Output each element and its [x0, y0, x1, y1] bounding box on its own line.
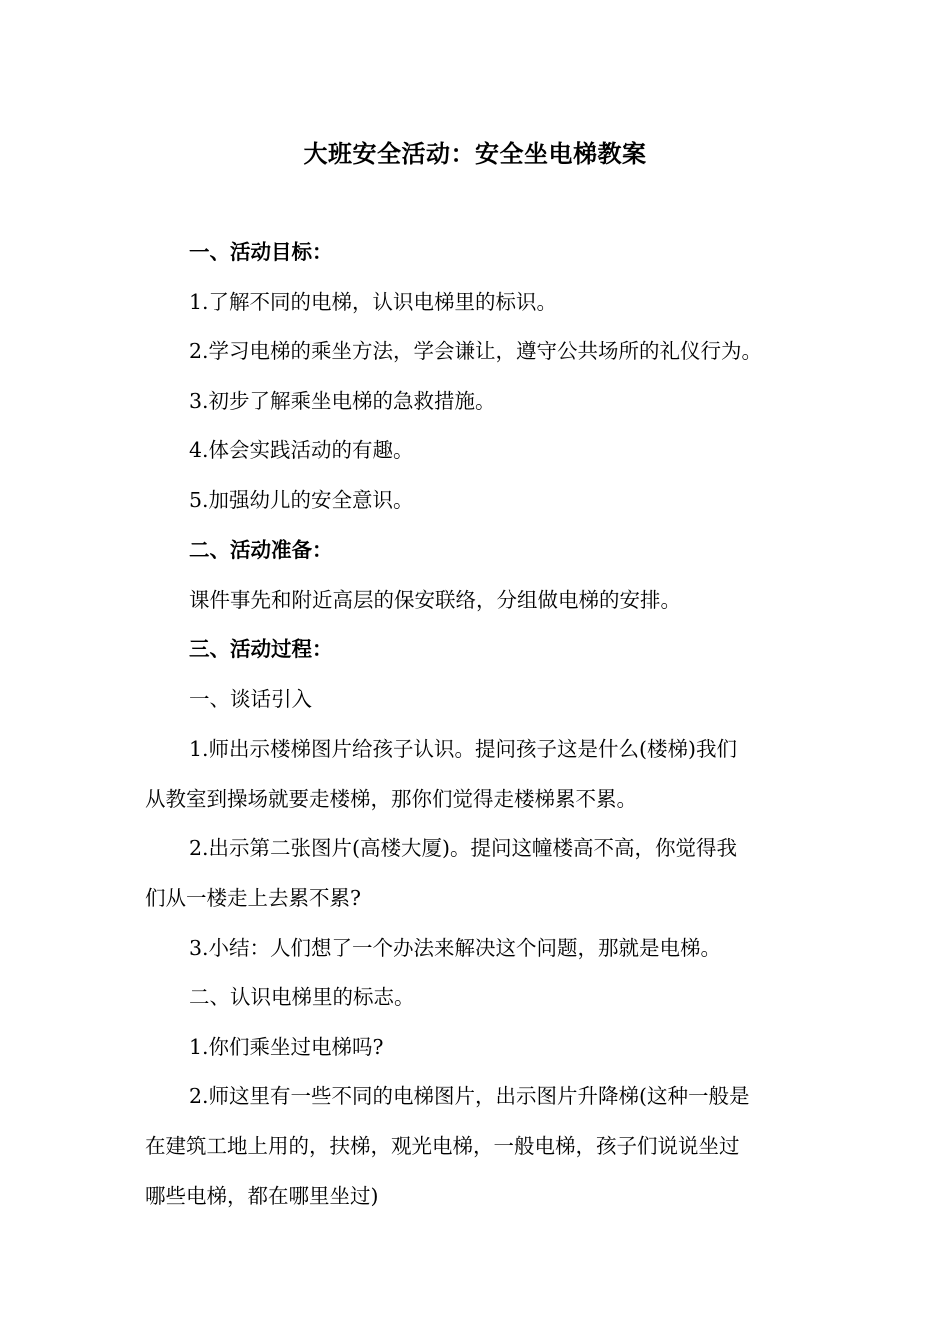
objective-item-2: 2.学习电梯的乘坐方法，学会谦让，遵守公共场所的礼仪行为。 [189, 339, 763, 363]
objective-item-5: 5.加强幼儿的安全意识。 [189, 488, 414, 512]
section-heading-preparation: 二、活动准备： [189, 538, 333, 562]
objective-item-1: 1.了解不同的电梯，认识电梯里的标识。 [189, 290, 558, 314]
paragraph-line: 2.师这里有一些不同的电梯图片，出示图片升降梯(这种一般是 [189, 1084, 750, 1108]
paragraph-line: 从教室到操场就要走楼梯，那你们觉得走楼梯累不累。 [145, 787, 637, 811]
document-title: 大班安全活动：安全坐电梯教案 [303, 140, 647, 168]
paragraph-line: 1.你们乘坐过电梯吗? [189, 1035, 384, 1059]
paragraph-line: 们从一楼走上去累不累? [145, 886, 361, 910]
paragraph-line: 在建筑工地上用的，扶梯，观光电梯，一般电梯，孩子们说说坐过 [145, 1134, 740, 1158]
section-heading-objectives: 一、活动目标： [189, 240, 333, 264]
preparation-text: 课件事先和附近高层的保安联络，分组做电梯的安排。 [189, 588, 681, 612]
objective-item-4: 4.体会实践活动的有趣。 [189, 438, 414, 462]
paragraph-line: 3.小结：人们想了一个办法来解决这个问题，那就是电梯。 [189, 936, 722, 960]
objective-item-3: 3.初步了解乘坐电梯的急救措施。 [189, 389, 496, 413]
paragraph-line: 1.师出示楼梯图片给孩子认识。提问孩子这是什么(楼梯)我们 [189, 737, 738, 761]
subsection-heading-intro: 一、谈话引入 [189, 687, 312, 711]
paragraph-line: 哪些电梯，都在哪里坐过) [145, 1184, 379, 1208]
subsection-heading-signs: 二、认识电梯里的标志。 [189, 985, 415, 1009]
section-heading-process: 三、活动过程： [189, 637, 333, 661]
paragraph-line: 2.出示第二张图片(高楼大厦)。提问这幢楼高不高，你觉得我 [189, 836, 738, 860]
